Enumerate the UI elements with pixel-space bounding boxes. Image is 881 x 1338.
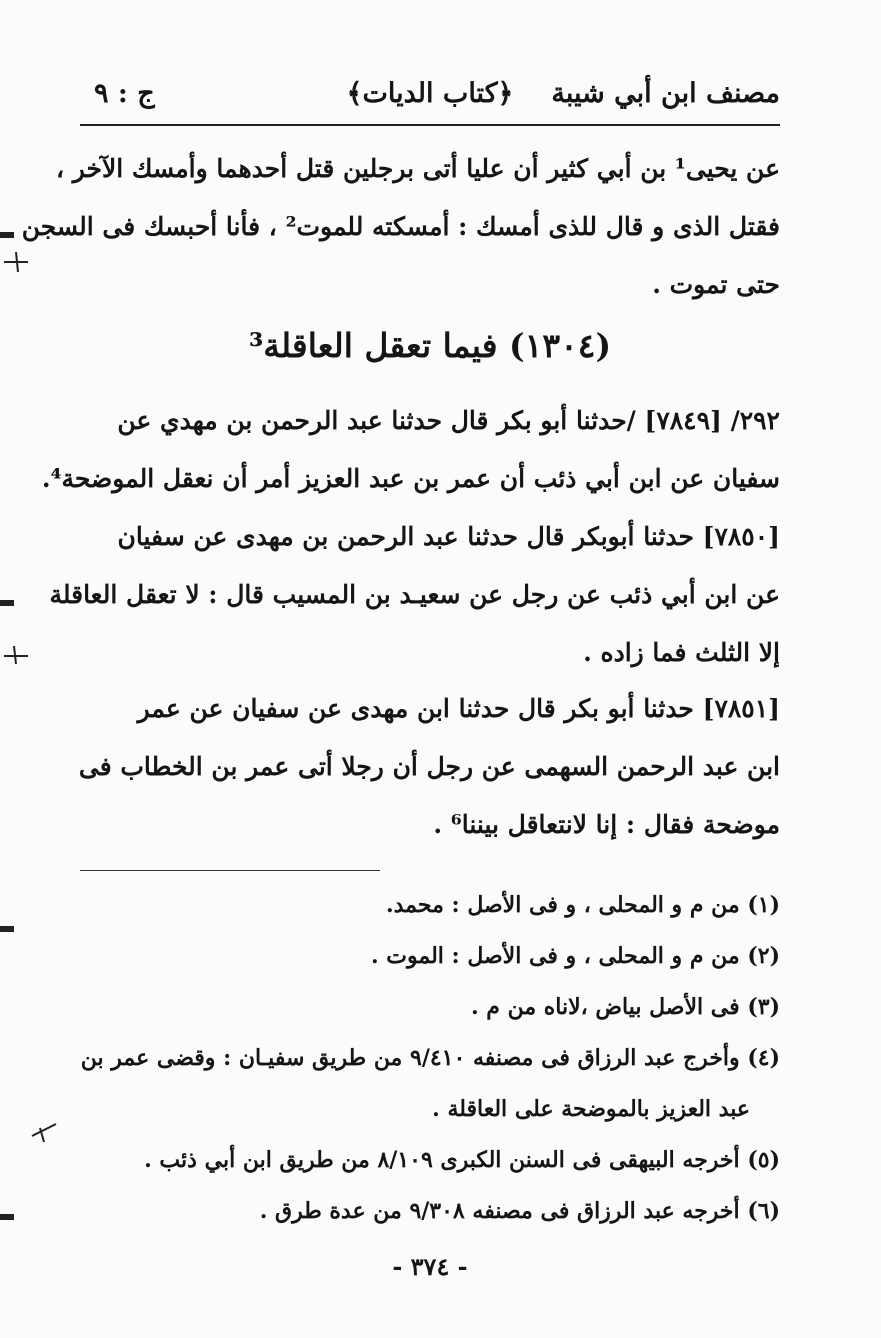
hadith-7850 [49, 508, 780, 682]
text-line: حتى تموت . [652, 270, 780, 299]
volume-label: ج : ٩ [94, 78, 155, 109]
hadith-7851 [80, 680, 780, 854]
text-line: سفيان عن ابن أبي ذئب أن عمر بن عبد العزيز أمر أن نعقل الموضحة⁴. [41, 464, 780, 493]
text-line: عن ابن أبي ذئب عن رجل عن سعيـد بن المسيب قال : لا تعقل العاقلة [49, 580, 780, 609]
footnote-number: (٣) [747, 994, 780, 1020]
footnote-number: (٢) [747, 943, 780, 969]
page-header [80, 74, 780, 122]
footnote [80, 1186, 780, 1237]
footnote-continuation: عبد العزيز بالموضحة على العاقلة . [432, 1096, 750, 1122]
margin-scratch [30, 1120, 58, 1144]
hadith-7849 [41, 392, 780, 508]
footnote [80, 1033, 780, 1084]
book-title: مصنف ابن أبي شيبة [551, 78, 780, 109]
footnote [80, 880, 780, 931]
text-line: فقتل الذى و قال للذى أمسك : أمسكته للموت² ، فأنا أحبسك فى السجن [21, 212, 780, 241]
footnote [80, 931, 780, 982]
text-line: موضحة فقال : إنا لانتعاقل بيننا⁶ . [433, 810, 780, 839]
footnote [80, 1135, 780, 1186]
footnote [80, 982, 780, 1033]
margin-mark [0, 600, 14, 606]
text-line: ٢٩٢/ [٧٨٤٩] /حدثنا أبو بكر قال حدثنا عبد الرحمن بن مهدي عن [117, 406, 780, 435]
footnote-text: أخرجه البيهقى فى السنن الكبرى ٨/١٠٩ من طريق ابن أبي ذئب . [144, 1147, 740, 1173]
document-page [21, 0, 780, 1338]
margin-scratch [2, 642, 30, 666]
header-rule [80, 124, 780, 126]
margin-mark [0, 232, 14, 238]
footnote-number: (٤) [747, 1045, 780, 1071]
text-line: إلا الثلث فما زاده . [583, 638, 780, 667]
footnote-number: (١) [747, 892, 780, 918]
text-line: عن يحيى¹ بن أبي كثير أن عليا أتى برجلين قتل أحدهما وأمسك الآخر ، [55, 154, 780, 183]
footnote-number: (٥) [747, 1147, 780, 1173]
text-line: ابن عبد الرحمن السهمى عن رجل أن رجلا أتى عمر بن الخطاب فى [78, 752, 780, 781]
footnote-text: وأخرج عبد الرزاق فى مصنفه ٩/٤١٠ من طريق سفيـان : وقضى عمر بن [80, 1045, 740, 1071]
section-heading: (١٣٠٤) فيما تعقل العاقلة³ [248, 326, 612, 365]
chapter-title: ﴿كتاب الديات﴾ [346, 78, 514, 109]
margin-mark [0, 926, 14, 932]
footnote-text: أخرجه عبد الرزاق فى مصنفه ٩/٣٠٨ من عدة طرق . [259, 1198, 740, 1224]
text-line: [٧٨٥١] حدثنا أبو بكر قال حدثنا ابن مهدى عن سفيان عن عمر [137, 694, 780, 723]
footnotes [80, 880, 780, 1237]
footnote-text: من م و المحلى ، و فى الأصل : الموت . [370, 943, 740, 969]
footnote-text: من م و المحلى ، و فى الأصل : محمد. [385, 892, 740, 918]
page-number: - ٣٧٤ - [392, 1252, 468, 1281]
footnote-number: (٦) [747, 1198, 780, 1224]
footnote-text: فى الأصل بياض ،لاناه من م . [470, 994, 740, 1020]
margin-mark [0, 1214, 14, 1220]
opening-paragraph [21, 140, 780, 314]
footnote-rule [80, 870, 380, 871]
text-line: [٧٨٥٠] حدثنا أبوبكر قال حدثنا عبد الرحمن بن مهدى عن سفيان [117, 522, 780, 551]
